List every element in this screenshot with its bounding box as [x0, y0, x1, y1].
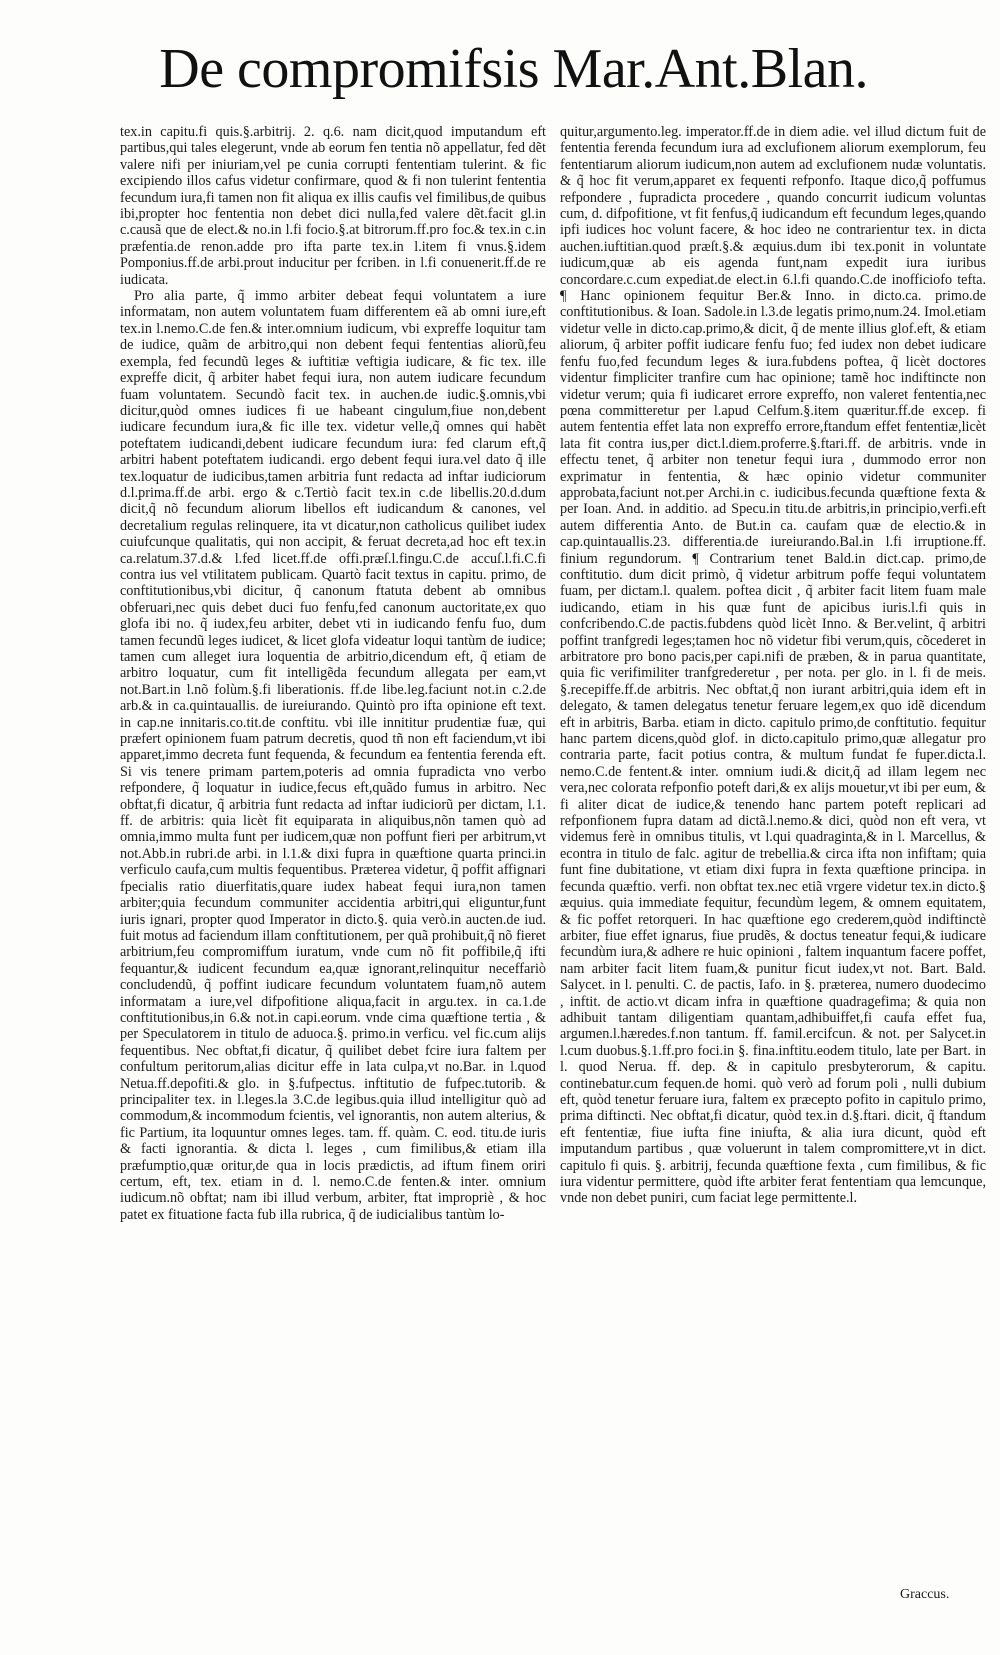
left-text-column: [120, 124, 546, 1223]
catchword: Graccus.: [900, 1587, 950, 1602]
left-column-paragraph-2: Pro alia parte, q̃ immo arbiter debeat fequi voluntatem a iure informatam, non autem voluntatem fuam differentem eã ab omni iure,eft tex.in l.nemo.C.de fen.& inter.omnium iudicum, vbi expreffe loquitur tam de iudice, quãm de arbitro,qui non debent fequi fententias aliorũ,feu exempla, fed fecundũ leges & iuftitiæ veftigia iudicare, & fic tex. ille expreffe dicit, q̃ arbiter habet fequi iura, non autem iudicare fecundum fuam voluntatem. Secundò facit tex. in auchen.de iudic.§.omnis,vbi dicitur,quòd omnes iudices fi ue habeant cingulum,fiue non,debent iudicare fecundum iura,& fic ille tex. videtur velle,q̃ omnes qui habẽt poteftatem iudicandi,debent iudicare fecundum iura: fed clarum eft,q̃ arbitri habent poteftatem iudicandi. ergo debent fequi iura.vel dato q̃ ille tex.loquatur de iudicibus,tamen arbitria funt redacta ad inftar iudiciorum d.l.prima.ff.de arbi. ergo & c.Tertiò facit tex.in c.de libellis.20.d.dum dicit,q̃ nõ fecundum aliorum libellos eft iudicandum & canones, vel decretalium regulas relinquere, ita vt dicatur,non catholicus quilibet iudex cuiufcunque qualitatis, qui non accipit, & feruat decreta,ad hoc eft tex.in ca.relatum.37.d.& l.fed licet.ff.de offi.præſ.l.fingu.C.de accuſ.l.fi.C.fi contra ius vel vtilitatem publicam. Quartò facit textus in capitu. primo, de conftitutionibus,vbi dicitur, q̃ canonum ftatuta debent ab omnibus obferuari,nec quis debet duci fuo fenfu,fed canonum auctoritate,ex quo glofa ibi no. q̃ iudex,feu arbiter, debet vti in iudicando fenfu fuo, dum tamen fecundũ leges iudicet, & licet glofa videatur loqui tantùm de iudice; tamen cum alleget iura loquentia de arbitrio,dicendum eft, q̃ etiam de arbitro loquatur, cum fit intelligẽda fecundum allegata per eam,vt not.Bart.in l.nõ folùm.§.fi liberationis. ff.de libe.leg.faciunt not.in c.2.de arb.& in ca.quintauallis. de iureiurando. Quintò pro ifta opinione eft text. in cap.ne innitaris.co.tit.de conftitu. vbi ille innititur prudentiæ fuæ, qui præfert opinionem fuam patrum decretis, quod tñ non eft faciendum,vt ibi apparet,immo decreta funt fequenda, & fecundum ea fententia ferenda eft. Si vis tenere primam partem,poteris ad omnia fupradicta vno verbo refpondere, q̃ loquatur in iudice,fecus eft,quãdo fumus in arbitro. Nec obftat,fi dicatur, q̃ arbitria funt redacta ad inftar iudiciorũ per dictam, l.1. ff. de arbitris: quia licèt fit equiparata in aliquibus,nõn tamen quò ad omnia,immo multa funt per iudicem,quæ non poffunt fieri per arbitrum,vt not.Abb.in rubri.de arbi. in l.1.& dixi fupra in quæftione quarta princi.in verficulo caufa,cum multis fequentibus. Præterea videtur, q̃ poffit affignari fpecialis ratio diuerfitatis,quare iudex habeat fequi iura,non tamen arbiter;quia fecundum communiter accidentia arbitri,qui eliguntur,funt iuris ignari, propter quod Imperator in dicto.§. quia verò.in aucten.de iud. fuit motus ad faciendum illam conftitutionem, per quã prohibuit,q̃ nõ fieret arbitrium,feu compromiffum iuratum, vnde cum nõ fit poffibile,q̃ ifti fequantur,& iudicent fecundum ea,quæ ignorant,relinquitur neceffariò concludendũ, q̃ poffint iudicare fecundum voluntatem fuam,nõ autem informatam a iure,vel difpofitione aliqua,facit in argu.tex. in ca.1.de conftitutionibus,in 6.& not.in capi.eorum. vnde cima quæftione tertia , & per Speculatorem in titulo de aduoca.§. primo.in verficu. vel fic.cum alijs fequentibus. Nec obftat,fi dicatur, q̃ quilibet debet fcire iura faltem per confultum peritorum,alias dicitur effe in lata culpa,vt no.Bar. in l.quod Netua.ff.depofiti.& glo. in §.fufpectus. inftitutio de fufpec.tutorib. & principaliter tex. in l.leges.la 3.C.de legibus.quia illud intelligitur quò ad commodum,& incommodum fcientis, vel ignorantis, non autem alterius, & fic Partium, ita loquuntur omnes leges. tam. ff. quàm. C. eod. titu.de iuris & facti ignorantia. & dicta l. leges , cum fimilibus,& etiam illa præfumptio,quæ oritur,de qua in locis prædictis, ad iftum finem oriri certum, eft, tex. etiam in d. l. nemo.C.de fenten.& inter. omnium iudicum.nõ obftat; nam ibi illud verbum, arbiter, ftat impropriè , & hoc patet ex fituatione facta fub illa rubrica, q̃ de iudicialibus tantùm lo-: [120, 288, 546, 1223]
right-column-paragraph-1: quitur,argumento.leg. imperator.ff.de in diem adie. vel illud dictum fuit de fententia ferenda fecundum iura ad exclufionem aliorum exemplorum, feu fententiarum aliorum iudicum,non autem ad exclufionem nudæ voluntatis. & q̃ hoc fit verum,apparet ex fequenti refponfo. Itaque dico,q̃ poffumus refpondere , fupradicta procedere , quando concurrit iudicum voluntas cum, d. difpofitione, vt fit fenfus,q̃ iudicandum eft fecundum leges,quando ipfi iudices hoc volunt facere, & hoc ideo ne contrarientur tex. in dicta auchen.iuftitian.quod præſt.§.& æquius.dum ibi tex.ponit in voluntate iudicum,quæ ab eis agenda funt,nam expedit iura iuribus concordare.c.cum expediat.de elect.in 6.l.fi quando.C.de inofficiofo tefta. ¶ Hanc opinionem fequitur Ber.& Inno. in dicto.ca. primo.de conftitutionibus. & Ioan. Sadole.in l.3.de legatis primo,num.24. Imol.etiam videtur velle in dicto.cap.primo,& dicit, q̃ de mente illius glof.eft, & etiam aliorum, q̃ arbiter poffit iudicare fenfu fuo; fed iudex non debet iudicare fenfu fuo,fed fecundum leges & iura.fubdens poftea, q̃ licèt doctores videntur fimpliciter tranfire cum hac opinione; tamẽ hoc indiftincte non videtur verum; quia fi iudicaret errore expreffo, non valeret fententia,nec pœna committeretur per l.apud Celfum.§.item quæritur.ff.de excep. fi autem fententia effet lata non expreffo errore,ftandum effet fententiæ,licèt lata fit contra ius,per dict.l.diem.proferre.§.ftari.ff. de arbitris. vnde in effectu tenet, q̃ arbiter non tenetur fequi iura , dummodo error non exprimatur in fententia, & hæc opinio videtur communiter approbata,faciunt not.per Archi.in c. iudicibus.fecunda quæftione fexta & per Ioan. And. in additio. ad Specu.in titu.de arbitris,in principio,verfi.eft autem differentia Anto. de But.in ca. caufam quæ de electio.& in cap.quintauallis.23. differentia.de iureiurando.Bal.in l.fi irruptione.ff. finium regundorum. ¶ Contrarium tenet Bald.in dict.cap. primo,de conftitutio. dum dicit primò, q̃ videtur arbitrum poffe fequi voluntatem fuam, per dictam.l. qualem. poftea dicit , q̃ arbiter facit litem fuam male iudicando, etiam in his quæ funt de apicibus iuris.l.fi quis in confcribendo.C.de pactis.fubdens quòd licèt Inno. & Ber.velint, q̃ arbitri poffint tranfgredi leges;tamen hoc nõ videtur fibi verum,quis, cõcederet in arbitratore pro bono pacis,per capi.nifi de præben, & in parua quantitate, quia fic verifimiliter tranfgrederetur , per nota. per glo. in l. fi de meis. §.recepiffe.ff.de arbitris. Nec obftat,q̃ non iurant arbitri,quia idem eft in delegato, & tamen delegatus tenetur feruare legem,ex quo idẽ dicendum eft in arbitris, Barba. etiam in dicto. capitulo primo,de conftitutio. fequitur hanc partem dicens,quòd glof. in dicto.capitulo primo,quæ allegatur pro contraria parte, facit potius contra, & multum fundat fe fuper.dicta.l. nemo.C.de fentent.& inter. omnium iudi.& dicit,q̃ ad illam legem nec vera,nec colorata refponfio poteft dari,& ex alijs mouetur,vt ibi per eum, & fi aliter dicat de iudice,& tenendo hanc partem poteft replicari ad refponfionem fupra datam ad dictã.l.nemo.& dici, quòd non eft vera, vt videmus ferè in omnibus titulis, vt l.qui quadraginta,& in l. Marcellus, & econtra in titulo de falc. agitur de trebellia.& circa ifta non infiftam; quia funt fine dubitatione, vt etiam dixi fupra in fexta quæftione principa. in fecunda quæftio. verfi. non obftat tex.nec etiã vrgere videtur tex.in dicto.§ æquius. quia immediate fequitur, fecundùm legem, & omnem equitatem, & fic poffet retorqueri. In hac quæftione ego crederem,quòd indiftinctè arbiter, fiue effet ignarus, fiue prudẽs, & doctus teneatur fequi,& iudicare fecundùm iura,& adhere re huic opinioni , faltem inquantum facere poffet, nam arbiter facit litem fuam,& punitur ficut iudex,vt not. Bart. Bald. Salycet. in l. penulti. C. de pactis, Iafo. in §. præterea, numero duodecimo , inftit. de actio.vt dicam infra in quæftione quadragefima; & quia non adhibuit tantam diligentiam quantam,adhibuiffet,fi caufa effet fua, argumen.l.hæredes.f.non tantum. ff. famil.ercifcun. & not. per Salycet.in l.cum duobus.§.1.ff.pro foci.in §. fina.inftitu.eodem titulo, late per Bart. in l. quod Nerua. ff. dep. & in capitulo presbyterorum, & capitu. continebatur.cum fequen.de homi. quò verò ad forum poli , nulli dubium eft, quòd tenetur feruare iura, faltem ex præcepto pofito in capitulo primo, prima diftincti. Nec obftat,fi dicatur, quòd tex.in d.§.ftari. dicit, q̃ ftandum eft fententiæ, fiue iufta fine iniufta, & alia iura dicunt, quòd eft imputandum partibus , quæ voluerunt in talem compromittere,vt in dict. capitulo fi quis. §. arbitrij, fecunda quæftione fexta , cum fimilibus, & fic iura videntur permittere, quòd ifte arbiter ferat fententiam qua lemcunque, vnde non debet puniri, cum faciat lege permittente.l.: [560, 124, 986, 1207]
right-text-column: [560, 124, 986, 1207]
running-title: De compromifsis Mar.Ant.Blan.: [159, 38, 868, 100]
left-column-paragraph-1: tex.in capitu.fi quis.§.arbitrij. 2. q.6. nam dicit,quod imputandum eft partibus,qui tales elegerunt, vnde ab eorum fen tentia nõ appellatur, fed dẽt valere nifi per iniuriam,vel pe cunia corrupti fententiam tulerint. & fic excipiendo illos cafus videtur confirmare, quod & fi non tulerint fententia fecundum iura,fi tamen non fit aliqua ex illis caufis vel fimilibus,de quibus ibi,propter hoc fententia non debet dici nulla,fed valere dẽt.facit gl.in c.causã que de elect.& no.in l.fi focio.§.at bitrorum.ff.pro foc.& tex.in c.in præfentia.de renon.adde pro ifta parte tex.in l.item fi vnus.§.idem Pomponius.ff.de arbi.prout inducitur per fcriben. in l.fi conuenerit.ff.de re iudicata.: [120, 124, 546, 288]
